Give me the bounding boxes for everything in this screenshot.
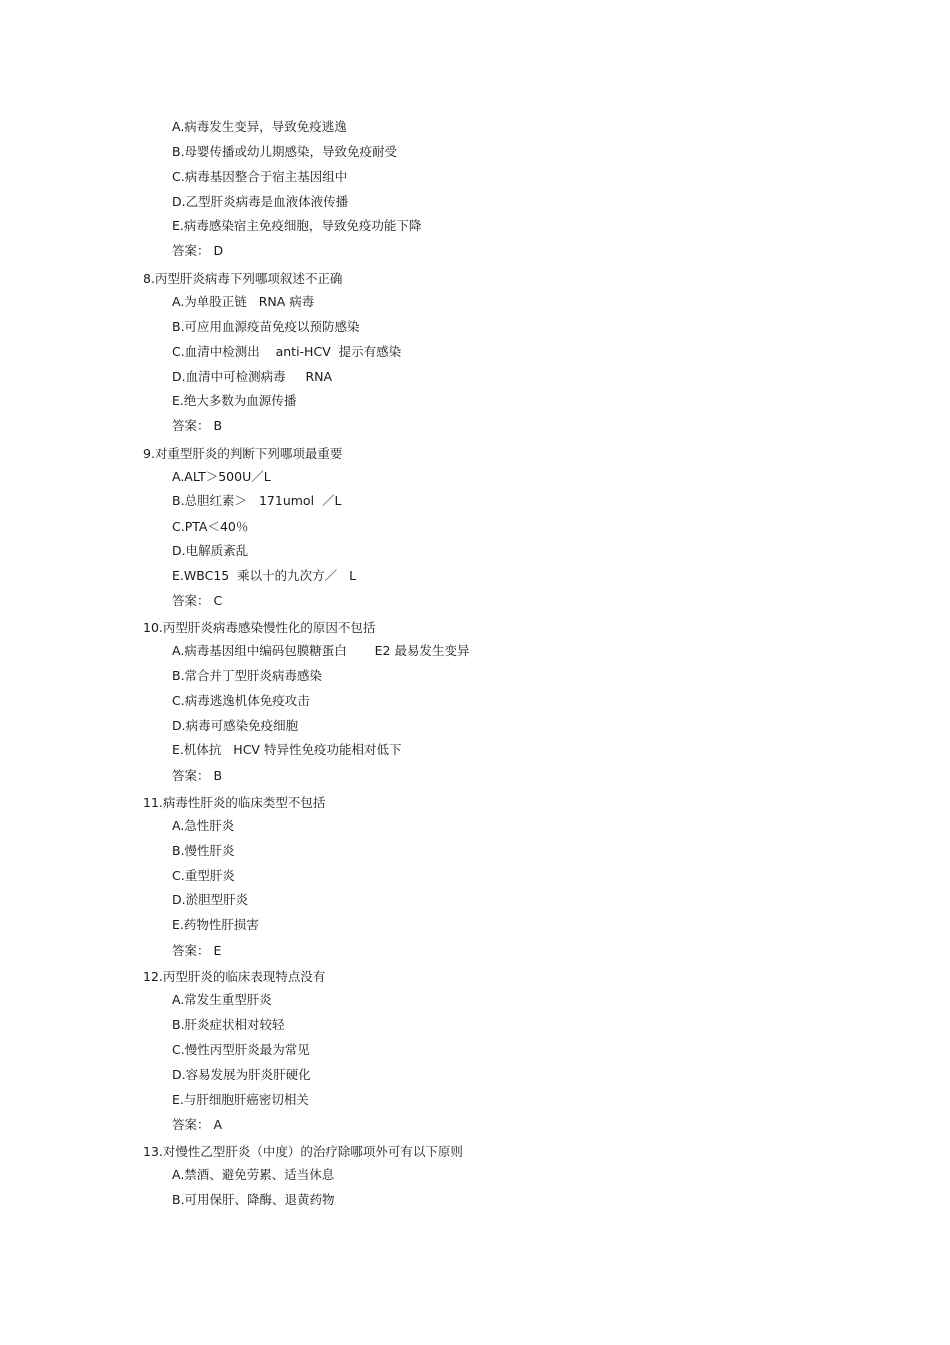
option-11e: E.药物性肝损害 xyxy=(172,917,259,932)
option-9d: D.电解质紊乱 xyxy=(172,543,249,558)
option-8d: D.血清中可检测病毒 RNA xyxy=(172,369,333,384)
option-9e: E.WBC15 乘以十的九次方／ L xyxy=(172,568,357,583)
option-7c: C.病毒基因整合于宿主基因组中 xyxy=(172,169,348,184)
option-10a: A.病毒基因组中编码包膜糖蛋白 E2 最易发生变异 xyxy=(172,643,470,658)
option-8a: A.为单股正链 RNA 病毒 xyxy=(172,294,315,309)
option-9a: A.ALT＞500U／L xyxy=(172,469,271,484)
option-11b: B.慢性肝炎 xyxy=(172,843,235,858)
option-11c: C.重型肝炎 xyxy=(172,868,235,883)
question-12: 12.丙型肝炎的临床表现特点没有 xyxy=(143,969,326,984)
option-12a: A.常发生重型肝炎 xyxy=(172,992,272,1007)
option-8c: C.血清中检测出 anti-HCV 提示有感染 xyxy=(172,344,402,359)
option-9c: C.PTA＜40％ xyxy=(172,519,249,534)
option-10e: E.机体抗 HCV 特异性免疫功能相对低下 xyxy=(172,742,402,757)
option-13b: B.可用保肝、降酶、退黄药物 xyxy=(172,1192,335,1207)
question-13: 13.对慢性乙型肝炎（中度）的治疗除哪项外可有以下原则 xyxy=(143,1144,463,1159)
option-12e: E.与肝细胞肝癌密切相关 xyxy=(172,1092,309,1107)
option-10b: B.常合并丁型肝炎病毒感染 xyxy=(172,668,323,683)
answer-11: 答案： E xyxy=(172,943,222,958)
option-13a: A.禁酒、避免劳累、适当休息 xyxy=(172,1167,335,1182)
answer-8: 答案： B xyxy=(172,418,223,433)
answer-7: 答案： D xyxy=(172,243,224,258)
option-12b: B.肝炎症状相对较轻 xyxy=(172,1017,285,1032)
option-10d: D.病毒可感染免疫细胞 xyxy=(172,718,299,733)
option-7b: B.母婴传播或幼儿期感染，导致免疫耐受 xyxy=(172,144,398,159)
question-8: 8.丙型肝炎病毒下列哪项叙述不正确 xyxy=(143,271,343,286)
option-8e: E.绝大多数为血源传播 xyxy=(172,393,297,408)
option-7e: E.病毒感染宿主免疫细胞，导致免疫功能下降 xyxy=(172,218,422,233)
answer-9: 答案： C xyxy=(172,593,223,608)
answer-10: 答案： B xyxy=(172,768,223,783)
option-11d: D.淤胆型肝炎 xyxy=(172,892,249,907)
option-11a: A.急性肝炎 xyxy=(172,818,235,833)
option-12d: D.容易发展为肝炎肝硬化 xyxy=(172,1067,311,1082)
option-10c: C.病毒逃逸机体免疫攻击 xyxy=(172,693,310,708)
option-9b: B.总胆红素＞ 171umol ／L xyxy=(172,493,342,508)
option-8b: B.可应用血源疫苗免疫以预防感染 xyxy=(172,319,360,334)
option-12c: C.慢性丙型肝炎最为常见 xyxy=(172,1042,310,1057)
option-7d: D.乙型肝炎病毒是血液体液传播 xyxy=(172,194,349,209)
question-11: 11.病毒性肝炎的临床类型不包括 xyxy=(143,795,326,810)
question-9: 9.对重型肝炎的判断下列哪项最重要 xyxy=(143,446,343,461)
option-7a: A.病毒发生变异，导致免疫逃逸 xyxy=(172,119,347,134)
answer-12: 答案： A xyxy=(172,1117,223,1132)
question-10: 10.丙型肝炎病毒感染慢性化的原因不包括 xyxy=(143,620,376,635)
